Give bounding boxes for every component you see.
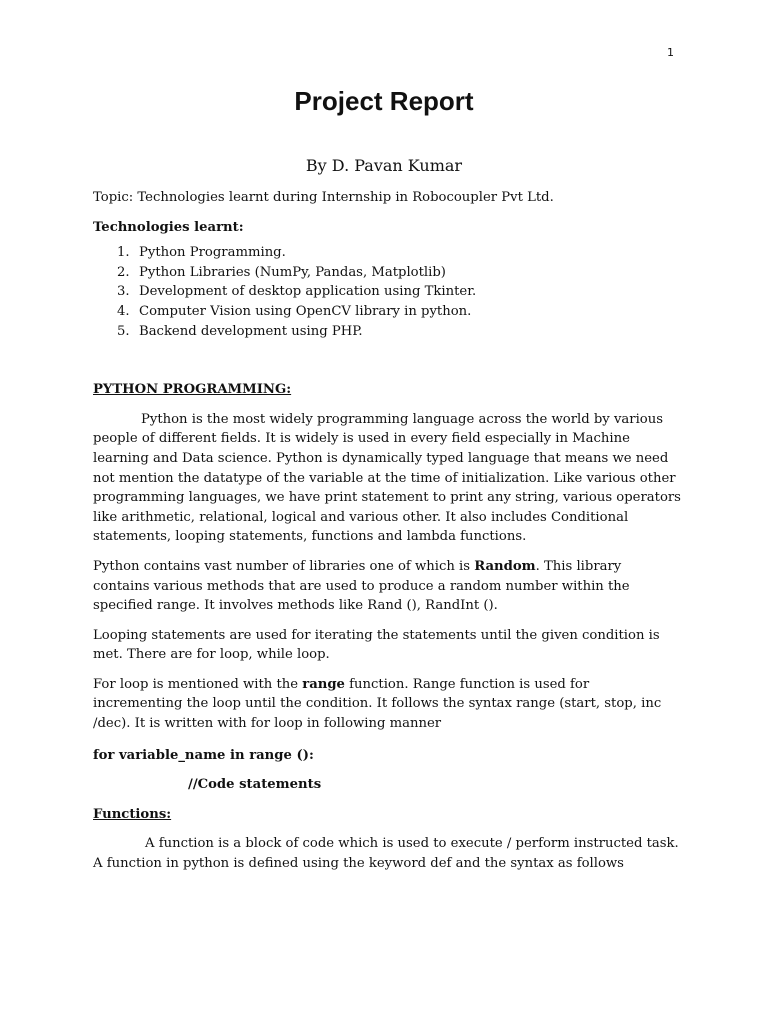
looping-paragraph: Looping statements are used for iterating the statements until the given condition is met. There are for loop, while loop. <box>93 627 660 663</box>
list-item-text: Python Libraries (NumPy, Pandas, Matplotlib) <box>139 264 446 280</box>
technologies-heading: Technologies learnt: <box>93 219 244 235</box>
functions-heading: Functions: <box>93 806 172 822</box>
list-item-text: Computer Vision using OpenCV library in python. <box>139 303 472 319</box>
list-item-number: 4. <box>117 303 130 319</box>
for-loop-paragraph <box>93 675 681 734</box>
author-line: By D. Pavan Kumar <box>305 156 463 175</box>
list-item <box>117 282 681 302</box>
random-library-paragraph <box>93 557 681 616</box>
page-number: 1 <box>667 46 674 59</box>
python-intro-paragraph: Python is the most widely programming language across the world by various people of different fields. It is widely is used in every field especially in Machine learning and Data science. Python is dynamically typed language that means we need not mention the datatype of the variable at the time of initialization. Like various other programming languages, we have print statement to print any string, various operators like arithmetic, relational, logical and various other. It also includes Conditional statements, looping statements, functions and lambda functions. <box>93 411 681 545</box>
document-title: Project Report <box>294 86 474 116</box>
list-item <box>117 322 681 342</box>
paragraph-text: . This library contains various methods that are used to produce a random number within the specified range. It involves methods like Rand (), RandInt (). <box>93 558 630 614</box>
range-keyword: range <box>302 676 345 692</box>
code-statements-line: //Code statements <box>188 777 322 793</box>
list-item-number: 1. <box>117 245 130 261</box>
random-keyword: Random <box>474 558 536 574</box>
list-item-text: Development of desktop application using Tkinter. <box>139 284 477 300</box>
paragraph-text: function. Range function is used for incrementing the loop until the condition. It follows the syntax range (start, stop, inc /dec). It is written with for loop in following manner <box>93 676 662 732</box>
list-item <box>117 243 681 263</box>
paragraph-text: Python contains vast number of libraries one of which is <box>93 558 475 574</box>
code-syntax-line: for variable_name in range (): <box>93 747 314 763</box>
functions-paragraph: A function is a block of code which is used to execute / perform instructed task. A function in python is defined using the keyword def and the syntax as follows <box>93 836 679 872</box>
list-item-text: Python Programming. <box>139 245 286 261</box>
list-item-number: 2. <box>117 264 130 280</box>
list-item-text: Backend development using PHP. <box>139 323 363 339</box>
document-body <box>93 188 681 874</box>
technologies-list <box>117 243 681 341</box>
list-item <box>117 263 681 283</box>
list-item-number: 3. <box>117 284 130 300</box>
python-programming-heading: PYTHON PROGRAMMING: <box>93 382 292 398</box>
list-item <box>117 302 681 322</box>
topic-line: Topic: Technologies learnt during Internship in Robocoupler Pvt Ltd. <box>93 190 554 205</box>
list-item-number: 5. <box>117 323 130 339</box>
paragraph-text: For loop is mentioned with the <box>93 676 303 692</box>
